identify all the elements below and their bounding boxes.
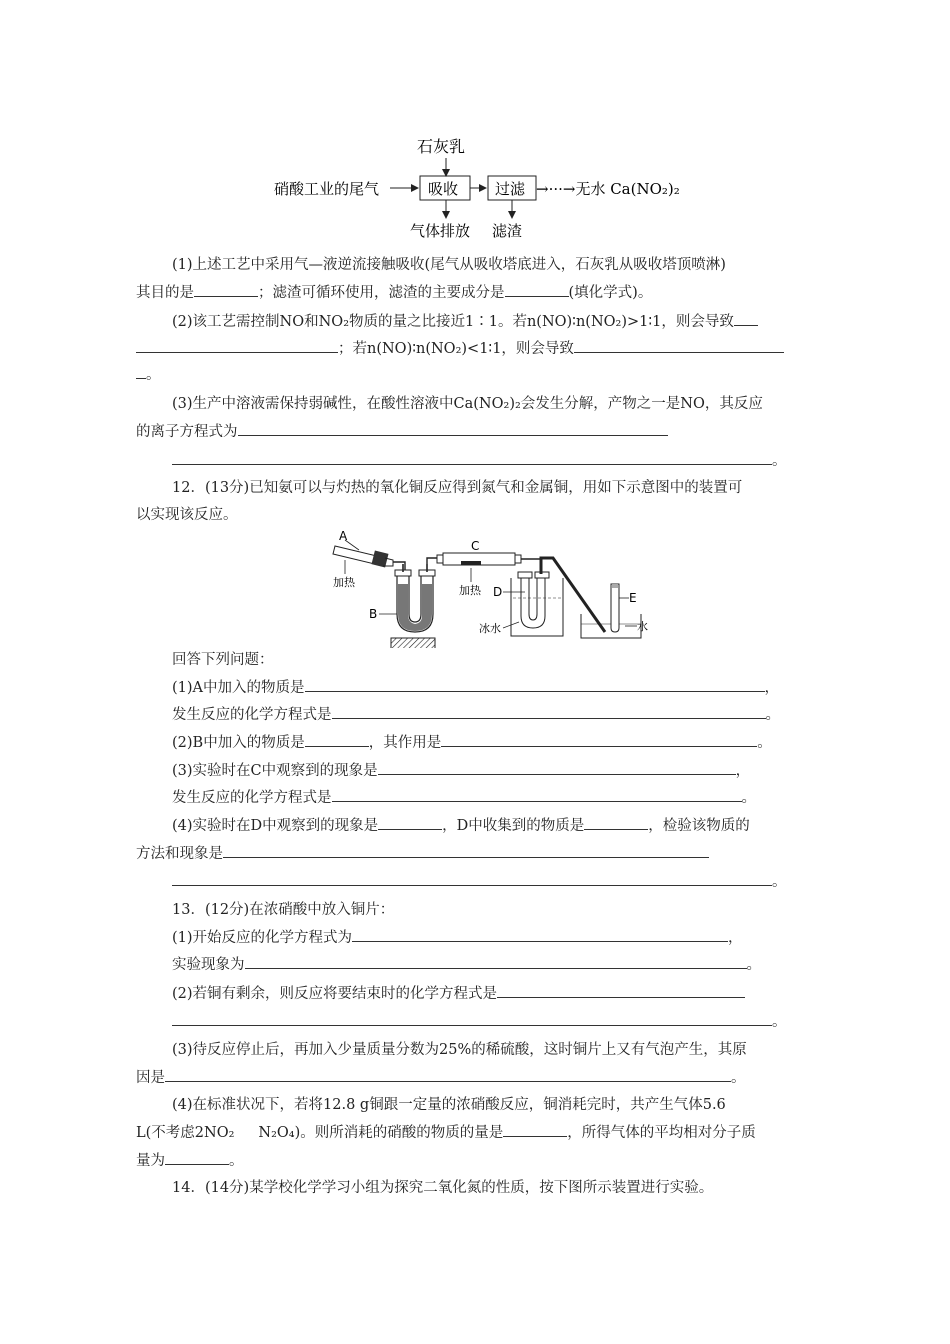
answer-blank[interactable] — [574, 338, 784, 353]
comma: ， — [728, 930, 743, 946]
q11-p2-line2 — [136, 338, 784, 359]
period: 。 — [772, 874, 787, 890]
tube-C — [437, 553, 521, 565]
answer-blank[interactable] — [503, 1122, 567, 1137]
q12-p1-line2 — [172, 704, 780, 725]
answer-blank[interactable] — [497, 983, 745, 998]
answer-blank[interactable] — [136, 338, 338, 353]
q13-p3-line1: (3)待反应停止后，再加入少量质量分数为25%的稀硫酸，这时铜片上又有气泡产生，其原 — [172, 1042, 747, 1058]
q12-p4-text: ，检验该物质的 — [648, 818, 750, 834]
answer-blank[interactable] — [305, 732, 369, 747]
answer-blank[interactable] — [172, 871, 772, 886]
answer-blank[interactable] — [165, 1067, 731, 1082]
q11-p3-text: 的离子方程式为 — [136, 424, 238, 440]
label-D: D — [493, 585, 503, 599]
q12-ask: 回答下列问题： — [172, 652, 274, 668]
q12-p1-text: 发生反应的化学方程式是 — [172, 707, 332, 723]
q11-p1-text: ；滤渣可循环使用，滤渣的主要成分是 — [258, 285, 505, 301]
q13-stem: 13．(12分)在浓硝酸中放入铜片： — [172, 902, 395, 918]
answer-blank[interactable] — [136, 364, 146, 379]
q12-p2-line — [172, 732, 772, 753]
answer-blank[interactable] — [305, 677, 765, 692]
answer-blank[interactable] — [378, 760, 736, 775]
delivery-tube — [541, 558, 605, 632]
q13-p3-line2 — [136, 1067, 746, 1088]
q12-p4-line1 — [172, 815, 750, 836]
q13-p1-line1 — [172, 927, 743, 948]
answer-blank[interactable] — [505, 282, 569, 297]
q13-p2-text: (2)若铜有剩余，则反应将要结束时的化学方程式是 — [172, 986, 498, 1002]
answer-blank[interactable] — [172, 450, 772, 465]
answer-blank[interactable] — [194, 282, 258, 297]
period: 。 — [741, 790, 756, 806]
q11-p2-line3 — [136, 364, 161, 385]
q13-p4-text: ，所得气体的平均相对分子质 — [567, 1125, 756, 1141]
q12-p4-line3 — [172, 871, 787, 892]
q13-p4-text: N₂O₄)。则所消耗的硝酸的物质的量是 — [258, 1125, 504, 1141]
q11-p2-text: (2)该工艺需控制NO和NO₂物质的量之比接近1∶1。若n(NO)∶n(NO₂)>1∶1，则会导致 — [172, 314, 734, 330]
absorb-label: 吸收 — [428, 180, 459, 198]
u-tube-B — [395, 564, 435, 632]
comma: ， — [764, 680, 780, 696]
q13-p2-line1 — [172, 983, 745, 1004]
flow-output-label: →···→无水 Ca(NO₂)₂ — [536, 180, 680, 198]
q12-p4-text: (4)实验时在D中观察到的现象是 — [172, 818, 379, 834]
answer-blank[interactable] — [584, 815, 648, 830]
label-C: C — [471, 539, 480, 553]
period: 。 — [757, 735, 772, 751]
apparatus-diagram — [325, 528, 655, 648]
q12-p4-text: ，D中收集到的物质是 — [442, 818, 585, 834]
answer-blank[interactable] — [172, 1011, 772, 1026]
q12-stem-line1: 12．(13分)已知氨可以与灼热的氧化铜反应得到氮气和金属铜，用如下示意图中的装置可 — [172, 480, 743, 496]
q13-p1-text: (1)开始反应的化学方程式为 — [172, 930, 353, 946]
q13-p4-line2 — [136, 1122, 756, 1143]
q11-p3-line1: (3)生产中溶液需保持弱碱性，在酸性溶液中Ca(NO₂)₂会发生分解，产物之一是NO，其反应 — [172, 396, 763, 412]
q11-p1-line1: (1)上述工艺中采用气—液逆流接触吸收(尾气从吸收塔底进入，石灰乳从吸收塔顶喷淋) — [172, 257, 726, 273]
period: 。 — [772, 1014, 787, 1030]
q11-p2-text: ；若n(NO)∶n(NO₂)<1∶1，则会导致 — [338, 341, 574, 357]
q11-p3-line3 — [172, 450, 787, 471]
q13-p1-line2 — [172, 954, 761, 975]
answer-blank[interactable] — [245, 954, 747, 969]
q12-p3-line2 — [172, 787, 756, 808]
answer-blank[interactable] — [352, 927, 728, 942]
q13-p4-line1: (4)在标准状况下，若将12.8 g铜跟一定量的浓硝酸反应，铜消耗完时，共产生气体5.6 — [172, 1097, 726, 1113]
label-A: A — [339, 529, 348, 543]
label-heat-1: 加热 — [333, 576, 355, 589]
q11-p1-text: 其目的是 — [136, 285, 194, 301]
answer-blank[interactable] — [238, 421, 668, 436]
gas-exhaust-label: 气体排放 — [410, 222, 471, 240]
answer-blank[interactable] — [223, 843, 709, 858]
test-tube-A — [333, 546, 393, 567]
answer-blank[interactable] — [734, 311, 758, 326]
q11-p2-line1 — [172, 311, 758, 332]
q11-p3-line2 — [136, 421, 668, 442]
support-block — [391, 638, 435, 648]
label-water: 水 — [637, 620, 648, 633]
q14-stem: 14．(14分)某学校化学学习小组为探究二氧化氮的性质，按下图所示装置进行实验。 — [172, 1180, 714, 1196]
answer-blank[interactable] — [378, 815, 442, 830]
period: 。 — [731, 1070, 746, 1086]
answer-blank[interactable] — [165, 1150, 229, 1165]
q12-stem-line2: 以实现该反应。 — [136, 507, 238, 523]
q12-p2-text: ，其作用是 — [368, 735, 442, 751]
q12-p3-text: (3)实验时在C中观察到的现象是 — [172, 763, 378, 779]
q11-p1-text: (填化学式)。 — [568, 285, 653, 301]
q12-p4-line2 — [136, 843, 709, 864]
filter-label: 过滤 — [495, 180, 526, 198]
label-ice-water: 冰水 — [479, 622, 501, 635]
q13-p4-text: L(不考虑2NO₂ — [136, 1125, 235, 1141]
q12-p3-line1 — [172, 760, 750, 781]
period: 。 — [229, 1153, 244, 1169]
q13-p4-text: 量为 — [136, 1153, 165, 1169]
process-flow-diagram — [270, 130, 730, 245]
comma: ， — [735, 763, 751, 779]
answer-blank[interactable] — [332, 787, 742, 802]
q12-p3-text: 发生反应的化学方程式是 — [172, 790, 332, 806]
residue-label: 滤渣 — [492, 222, 523, 240]
q12-p1-text: (1)A中加入的物质是 — [172, 680, 305, 696]
label-heat-2: 加热 — [459, 584, 481, 597]
q12-p4-text: 方法和现象是 — [136, 846, 223, 862]
q13-p4-line3 — [136, 1150, 244, 1171]
period: 。 — [772, 453, 787, 469]
flow-top-label: 石灰乳 — [417, 137, 466, 156]
flow-input-label: 硝酸工业的尾气 — [274, 180, 380, 198]
period: 。 — [746, 957, 761, 973]
label-E: E — [629, 591, 637, 605]
q11-p1-line2 — [136, 282, 652, 303]
q11-p2-end: 。 — [146, 367, 161, 383]
q13-p3-text: 因是 — [136, 1070, 165, 1086]
q12-p1-line1 — [172, 677, 779, 698]
answer-blank[interactable] — [441, 732, 757, 747]
q13-p1-text: 实验现象为 — [172, 957, 245, 973]
u-tube-D — [511, 572, 563, 636]
period: 。 — [765, 707, 780, 723]
q13-p2-line2 — [172, 1011, 787, 1032]
q12-p2-text: (2)B中加入的物质是 — [172, 735, 305, 751]
answer-blank[interactable] — [332, 704, 766, 719]
label-B: B — [369, 607, 378, 621]
